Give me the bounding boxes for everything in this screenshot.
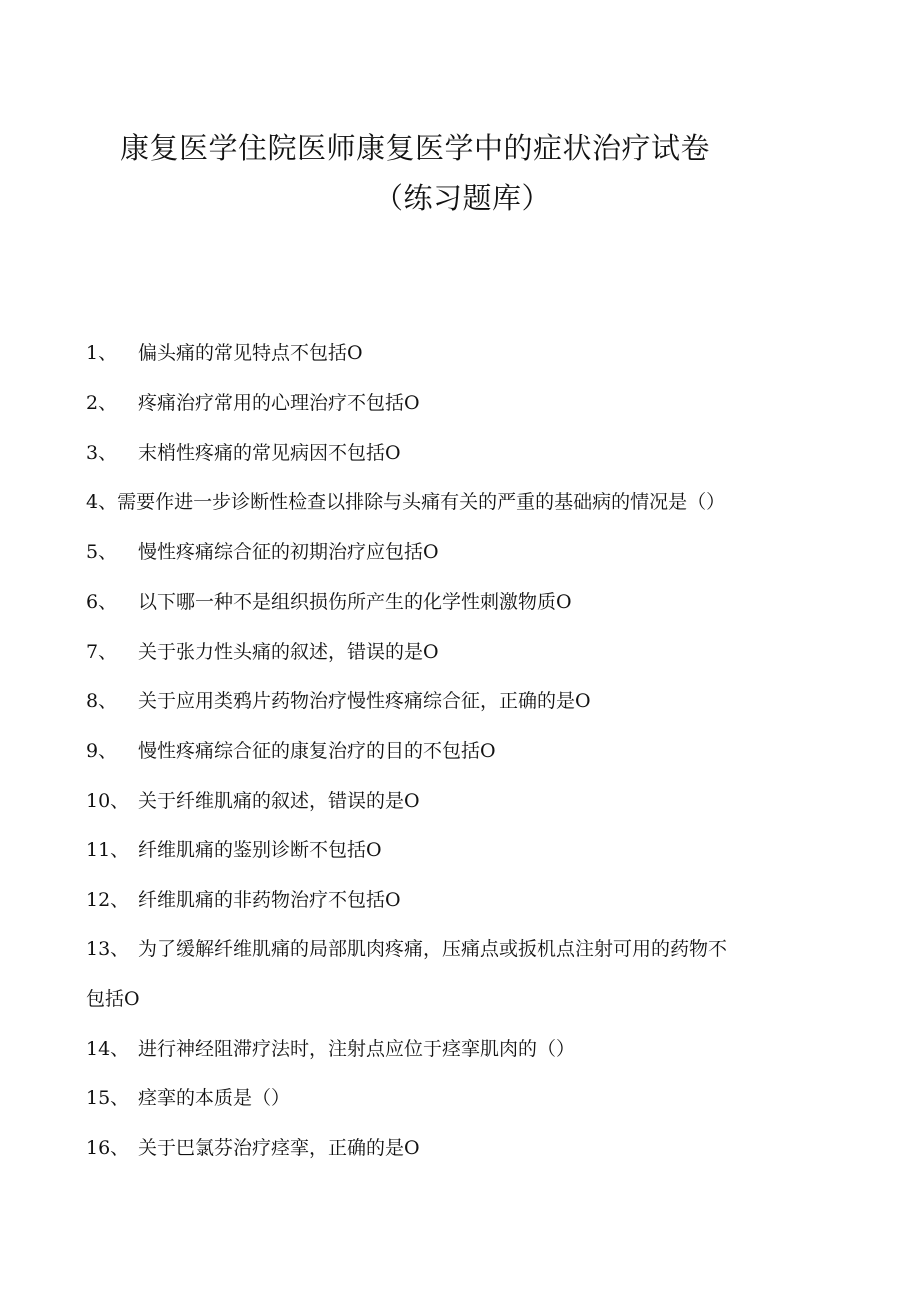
question-number: 10、 (86, 790, 130, 812)
question-6 (86, 590, 826, 614)
question-text: 进行神经阻滞疗法时，注射点应位于痉挛肌肉的（） (138, 1038, 576, 1060)
question-text: 末梢性疼痛的常见病因不包括O (138, 442, 401, 464)
question-number: 6、 (86, 591, 118, 613)
question-7 (86, 640, 826, 664)
question-text: 纤维肌痛的非药物治疗不包括O (138, 889, 401, 911)
question-number: 8、 (86, 690, 118, 712)
question-number: 4、 (86, 491, 118, 513)
question-text: 关于应用类鸦片药物治疗慢性疼痛综合征，正确的是O (138, 690, 591, 712)
question-number: 13、 (86, 938, 130, 960)
question-8 (86, 689, 826, 713)
document-subtitle: （练习题库） (374, 181, 552, 215)
question-14 (86, 1037, 826, 1061)
question-13 (86, 937, 826, 1011)
question-text: 慢性疼痛综合征的初期治疗应包括O (138, 541, 439, 563)
question-text: 疼痛治疗常用的心理治疗不包括O (138, 392, 420, 414)
question-text: 需要作进一步诊断性检查以排除与头痛有关的严重的基础病的情况是（） (117, 491, 726, 513)
question-number: 16、 (86, 1137, 130, 1159)
question-text: 慢性疼痛综合征的康复治疗的目的不包括O (138, 740, 496, 762)
question-text-continuation: 包括O (86, 988, 140, 1010)
question-text: 偏头痛的常见特点不包括O (138, 342, 363, 364)
question-10 (86, 789, 826, 813)
question-number: 9、 (86, 740, 118, 762)
question-16 (86, 1136, 826, 1160)
question-5 (86, 540, 826, 564)
question-number: 3、 (86, 442, 118, 464)
question-1 (86, 341, 826, 365)
question-text: 关于纤维肌痛的叙述，错误的是O (138, 790, 420, 812)
question-9 (86, 739, 826, 763)
question-11 (86, 838, 826, 862)
question-number: 15、 (86, 1087, 130, 1109)
question-text: 痉挛的本质是（） (138, 1087, 291, 1109)
question-text: 纤维肌痛的鉴别诊断不包括O (138, 839, 382, 861)
document-title: 康复医学住院医师康复医学中的症状治疗试卷 (120, 131, 711, 165)
question-text: 关于巴氯芬治疗痉挛，正确的是O (138, 1137, 420, 1159)
question-12 (86, 888, 826, 912)
question-number: 5、 (86, 541, 118, 563)
question-number: 1、 (86, 342, 118, 364)
question-3 (86, 441, 826, 465)
question-text: 以下哪一种不是组织损伤所产生的化学性刺激物质O (138, 591, 572, 613)
question-text: 为了缓解纤维肌痛的局部肌肉疼痛，压痛点或扳机点注射可用的药物不 (138, 938, 728, 960)
question-15 (86, 1086, 826, 1110)
question-text: 关于张力性头痛的叙述，错误的是O (138, 641, 439, 663)
question-number: 12、 (86, 889, 130, 911)
question-2 (86, 391, 826, 415)
question-number: 2、 (86, 392, 118, 414)
question-number: 14、 (86, 1038, 130, 1060)
question-number: 11、 (86, 839, 130, 861)
question-4 (86, 490, 826, 514)
question-number: 7、 (86, 641, 118, 663)
